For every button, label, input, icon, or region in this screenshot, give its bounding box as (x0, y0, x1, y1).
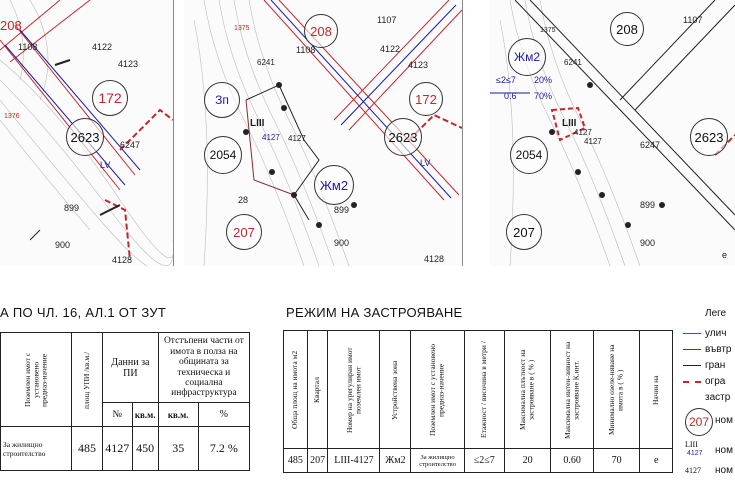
cell-number: 4127 (103, 427, 133, 471)
regime-header: Етажност / височина в метри / (464, 331, 504, 449)
header-pi-data: Данни за ПИ (103, 333, 159, 403)
regime-header: Максимална интен-зивност на застрояване К.инт. (551, 331, 593, 449)
legend-title: Леге (705, 308, 727, 319)
map-right-label: e (722, 250, 728, 260)
legend-line-text: ном (715, 465, 733, 476)
header-purpose: Поземлен имот с установено предназ-начение (1, 333, 72, 427)
map-middle-label: 4128 (424, 254, 445, 264)
legend-line-code: LIII (685, 440, 698, 449)
regime-header: Минимално озеле-няване на имота в ( % ) (593, 331, 640, 449)
map-middle-label: 1375 (234, 25, 250, 32)
map-middle-label: 4127 (262, 133, 280, 142)
regime-header: Квартал (307, 331, 328, 449)
map-middle-label: 1107 (377, 15, 397, 25)
table-row (1, 427, 250, 471)
legend (683, 300, 735, 490)
map-left-parcel-circle: 2623 (66, 118, 104, 156)
header-upi-area: площ УПИ /кв.м./ (72, 333, 103, 427)
map-right-label: ≤2≤7 (496, 75, 516, 85)
regime-header: Устройствена зона (380, 331, 411, 449)
map-left-label: 1108 (18, 42, 38, 52)
map-right-label: 6247 (640, 140, 661, 150)
map-middle-label: 4127 (288, 134, 306, 143)
legend-line-text: ном (715, 445, 733, 456)
map-right-parcel-circle: 207 (506, 214, 542, 250)
map-left-label: 4122 (92, 42, 113, 52)
map-left-label: 4123 (118, 59, 139, 69)
legend-number-circle: 207 (685, 408, 713, 436)
map-left-label: 1376 (4, 113, 20, 120)
map-right-label: 899 (640, 200, 656, 210)
building-regime-table (283, 330, 673, 473)
map-middle-parcel-circle: 2623 (384, 118, 422, 156)
legend-item: гран (683, 360, 735, 371)
map-panel-left (0, 0, 174, 266)
map-right-label: 20% (534, 75, 553, 85)
map-right-parcel-circle: 2054 (510, 136, 548, 174)
legend-item: въвтр (683, 344, 735, 355)
map-left-label: 6247 (120, 140, 141, 150)
map-right-zone-circle: Жм2 (508, 38, 546, 76)
map-right-parcel-circle: 208 (610, 12, 644, 46)
header-ceded: Отстъпени части от имота в полза на общината за техническа и социална инфраструктура (158, 333, 249, 403)
cell-area: 485 (72, 427, 103, 471)
map-left-parcel-circle: 172 (92, 80, 128, 116)
map-left-label: 900 (55, 240, 71, 250)
legend-item: застр (705, 392, 731, 403)
map-middle-label: 1108 (296, 45, 316, 55)
map-middle-label: 28 (238, 195, 249, 205)
cell-purpose: За жилищно строителство (1, 427, 72, 471)
map-left-label: 4128 (112, 255, 133, 265)
cell-ceded-pct: 7.2 % (198, 427, 249, 471)
map-middle-parcel-circle: 208 (304, 14, 338, 48)
map-left-label: 208 (0, 18, 22, 33)
regime-cell: 70 (593, 449, 640, 473)
map-middle-parcel-circle: 207 (226, 214, 262, 250)
map-middle-parcel-circle: 172 (409, 82, 443, 116)
map-middle-label: LIII (250, 118, 265, 129)
cell-pi-area: 450 (132, 427, 158, 471)
map-middle-label: 4123 (408, 60, 429, 70)
legend-line-code: 4127 (685, 466, 701, 475)
regime-cell: 0.60 (551, 449, 593, 473)
regime-header: Начин на (640, 331, 673, 449)
header-kvm: кв.м. (132, 403, 158, 427)
header-pct: % (198, 403, 249, 427)
regime-header: Обща площ на имота м2 (284, 331, 308, 449)
cell-ceded-area: 35 (158, 427, 198, 471)
map-right-label: 6241 (564, 58, 582, 67)
regime-header: Поземлен имот с установено предназ-начение (411, 331, 464, 449)
map-middle-zone-circle: Жм2 (314, 165, 354, 205)
header-kvm: кв.м. (158, 403, 198, 427)
regime-cell: 207 (307, 449, 328, 473)
map-middle-parcel-circle: 2054 (204, 136, 242, 174)
regime-section-title: РЕЖИМ НА ЗАСТРОЯВАНЕ (286, 305, 463, 320)
regime-cell: 20 (504, 449, 551, 473)
regime-header: Номер на урегулиран имот поземлен имот (328, 331, 380, 449)
map-left-label: LV (100, 160, 111, 170)
regime-cell: Жм2 (380, 449, 411, 473)
map-panel-middle (184, 0, 463, 266)
ceded-parts-table (0, 332, 250, 471)
map-right-label: 0.6 (504, 91, 517, 101)
map-right-label: 1375 (540, 27, 556, 34)
regime-cell: ≤2≤7 (464, 449, 504, 473)
table-row (284, 449, 673, 473)
regime-header: Максимална плътност на застрояване в ( % ) (504, 331, 551, 449)
map-right-label: 1107 (683, 15, 703, 25)
map-middle-label: 6241 (257, 58, 275, 67)
regime-cell: За жилищно строителство (411, 449, 464, 473)
legend-item: улич (683, 328, 735, 339)
map-middle-label: LV (420, 158, 431, 168)
map-middle-zone-circle: Зп (204, 82, 240, 118)
map-right-label: LIII (562, 118, 577, 129)
map-right-label: 4127 (574, 128, 592, 137)
map-middle-label: 4122 (380, 44, 401, 54)
map-middle-label: 900 (334, 238, 350, 248)
header-no: № (103, 403, 133, 427)
legend-item: огра (683, 376, 735, 387)
map-right-label: 4127 (584, 137, 602, 146)
regime-cell: e (640, 449, 673, 473)
left-section-title: А ПО ЧЛ. 16, АЛ.1 ОТ ЗУТ (0, 305, 167, 320)
map-right-parcel-circle: 2623 (690, 118, 728, 156)
regime-cell: 485 (284, 449, 308, 473)
regime-cell: LIII-4127 (328, 449, 380, 473)
map-right-label: 900 (640, 238, 656, 248)
map-middle-label: 899 (334, 205, 350, 215)
legend-line-sub: 4127 (687, 450, 703, 457)
map-panel-right (490, 0, 735, 266)
map-right-label: 70% (534, 91, 553, 101)
legend-number-text: ном (715, 415, 733, 426)
map-left-label: 899 (64, 203, 80, 213)
